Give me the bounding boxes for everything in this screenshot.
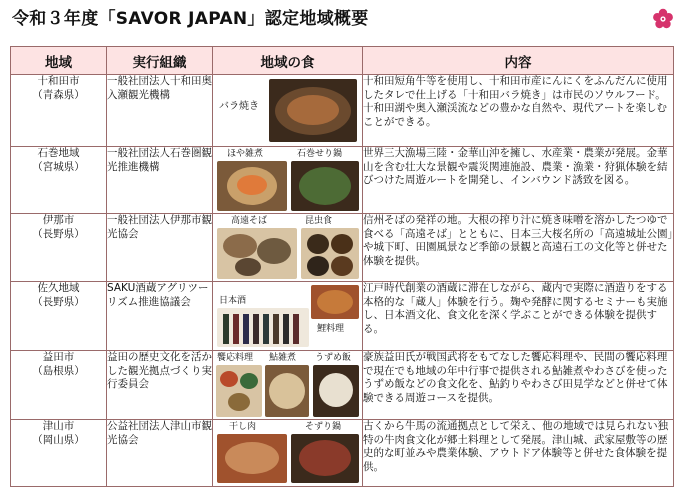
- food-photo: [217, 228, 297, 279]
- area-prefecture: （長野県）: [32, 227, 85, 240]
- food-label: バラ焼き: [219, 101, 259, 112]
- table-header-row: [11, 47, 674, 75]
- org-cell: 一般社団法人石巻圏観光推進機構: [107, 147, 213, 214]
- food-label: 昆虫食: [305, 216, 333, 226]
- content-cell: 十和田短角牛等を使用し、十和田市産にんにくをふんだんに使用したタレで仕上げる「十和田バラ焼き」は市民のソウルフード。十和田湖や奥入瀬渓流などの豊かな自然や、現代アートを楽しむことができる。: [363, 75, 674, 147]
- area-name: 佐久地域: [37, 282, 80, 294]
- food-cell: [213, 147, 363, 214]
- content-cell: 世界三大漁場三陸・金華山沖を擁し、水産業・農業が発展。金華山を含む壮大な景観や震災関連施設、農業・漁業・狩猟体験を結びつけた周遊ルートを開発し、インバウンド誘致を図る。: [363, 147, 674, 214]
- area-cell: [11, 214, 107, 282]
- page-title: 令和３年度「SAVOR JAPAN」認定地域概要: [12, 9, 369, 29]
- header-food: 地域の食: [213, 47, 363, 75]
- content-cell: 古くから牛馬の流通拠点として栄え、他の地域では見られない独特の牛肉食文化が郷土料理として発展。津山城、武家屋敷等の歴史的な町並みや農業体験、アウトドア体験等と併せた食体験を提供。: [363, 420, 674, 487]
- food-label: そずり鍋: [305, 422, 342, 432]
- food-label: 石巻せり鍋: [297, 149, 343, 159]
- food-cell: [213, 75, 363, 147]
- food-label: 饗応料理: [217, 353, 254, 363]
- header-area: 地域: [11, 47, 107, 75]
- food-photo: [291, 434, 359, 483]
- food-photo: [217, 434, 287, 483]
- org-cell: 益田の歴史文化を活かした観光拠点づくり実行委員会: [107, 351, 213, 420]
- area-cell: [11, 75, 107, 147]
- area-cell: [11, 147, 107, 214]
- food-photo: [301, 228, 359, 279]
- content-cell: 豪族益田氏が戦国武将をもてなした饗応料理や、民間の饗応料理で現在でも地域の年中行事で提供される鮎雑煮やわさびを使ったうずめ飯などの食文化を、鮎釣りやわさび田見学などと併せて体験できる周遊コースを提供。: [363, 351, 674, 420]
- area-name: 益田市: [42, 351, 75, 363]
- food-photo: [311, 285, 359, 319]
- org-cell: 一般社団法人伊那市観光協会: [107, 214, 213, 282]
- food-cell: [213, 214, 363, 282]
- area-prefecture: （青森県）: [32, 88, 85, 101]
- food-photo: [216, 365, 262, 417]
- table-row: [11, 147, 674, 214]
- header-org: 実行組織: [107, 47, 213, 75]
- food-photo: [313, 365, 359, 417]
- table-row: [11, 214, 674, 282]
- ume-blossom-icon: [652, 8, 674, 30]
- area-name: 十和田市: [37, 75, 80, 87]
- content-cell: 信州そばの発祥の地。大根の搾り汁に焼き味噌を溶かしたつゆで食べる「高遠そば」とともに、日本三大桜名所の「高遠城址公園」や城下町、田園風景など季節の景観と高遠石工の文化等と併せた体験を提供。: [363, 214, 674, 282]
- area-prefecture: （宮城県）: [32, 160, 85, 173]
- food-cell: [213, 420, 363, 487]
- food-cell: [213, 282, 363, 351]
- food-label: うずめ飯: [315, 353, 352, 363]
- area-prefecture: （岡山県）: [32, 433, 85, 446]
- region-table: [10, 46, 674, 487]
- area-cell: [11, 282, 107, 351]
- area-name: 津山市: [42, 420, 75, 432]
- org-cell: 一般社団法人十和田奥入瀬観光機構: [107, 75, 213, 147]
- food-photo: [291, 161, 359, 211]
- area-prefecture: （島根県）: [32, 364, 85, 377]
- food-cell: [213, 351, 363, 420]
- area-cell: [11, 351, 107, 420]
- org-cell: 公益社団法人津山市観光協会: [107, 420, 213, 487]
- table-row: [11, 282, 674, 351]
- content-cell: 江戸時代創業の酒蔵に滞在しながら、蔵内で実際に酒造りをする本格的な「蔵人」体験を行う。麹や発酵に関するセミナーも実施し、日本酒文化、食文化を深く学ぶことができる体験を提供する。: [363, 282, 674, 351]
- table-row: [11, 420, 674, 487]
- area-name: 伊那市: [42, 214, 75, 226]
- food-photo: [217, 308, 309, 347]
- food-photo: [217, 161, 287, 211]
- table-row: [11, 351, 674, 420]
- table-row: [11, 75, 674, 147]
- food-photo: [265, 365, 309, 417]
- org-cell: SAKU酒蔵アグリツーリズム推進協議会: [107, 282, 213, 351]
- food-photo: [269, 79, 357, 142]
- food-label: 鮎雑煮: [269, 353, 297, 363]
- food-label: 干し肉: [229, 422, 257, 432]
- food-label: 高遠そば: [231, 216, 268, 226]
- food-label: 日本酒: [219, 296, 247, 306]
- area-cell: [11, 420, 107, 487]
- area-prefecture: （長野県）: [32, 295, 85, 308]
- food-label: ほや雑煮: [227, 149, 264, 159]
- header-content: 内容: [363, 47, 674, 75]
- food-label: 鯉料理: [317, 324, 345, 334]
- area-name: 石巻地域: [37, 147, 80, 159]
